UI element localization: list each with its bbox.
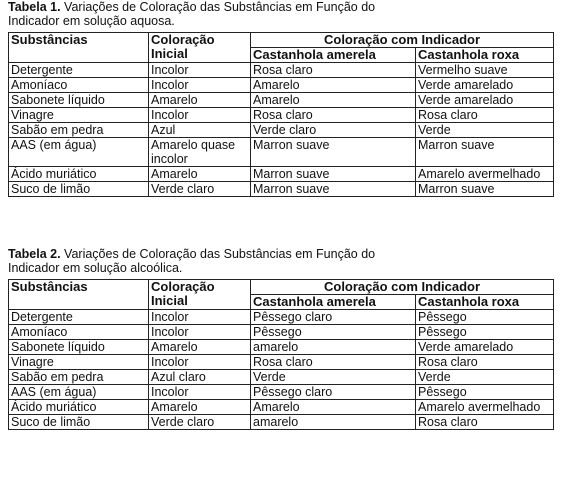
substance-cell: Detergente [9,63,149,78]
castanhola-roxa-cell: Pêssego [416,385,554,400]
header-coloracao-inicial [149,33,251,63]
header-coloracao-indicador: Coloração com Indicador [251,280,554,295]
substance-cell: Vinagre [9,108,149,123]
table2-body [9,310,554,430]
initial-color-cell: Incolor [149,325,251,340]
castanhola-amerela-cell: Marron suave [251,167,416,182]
table-row [9,325,554,340]
header-coloracao-inicial-l2: Inicial [151,293,188,308]
table-row [9,123,554,138]
table-row [9,310,554,325]
initial-color-cell: Incolor [149,355,251,370]
castanhola-amerela-cell: Amarelo [251,93,416,108]
initial-color-cell: Amarelo [149,340,251,355]
initial-color-cell: Amarelo [149,93,251,108]
table2-caption [8,247,553,275]
table1-caption-text: Variações de Coloração das Substâncias em Função do [60,0,376,14]
table-row [9,415,554,430]
initial-color-cell: Incolor [149,310,251,325]
castanhola-amerela-cell: Verde [251,370,416,385]
header-substancias: Substâncias [9,280,149,310]
table-row [9,340,554,355]
header-coloracao-inicial-l2: Inicial [151,46,188,61]
castanhola-amerela-cell: Rosa claro [251,108,416,123]
initial-color-cell: Amarelo quase incolor [149,138,251,167]
table-row [9,355,554,370]
castanhola-amerela-cell: Rosa claro [251,355,416,370]
castanhola-amerela-cell: Marron suave [251,138,416,167]
table-row [9,78,554,93]
castanhola-amerela-cell: Verde claro [251,123,416,138]
table2-caption-label: Tabela 2. [8,247,61,261]
castanhola-roxa-cell: Verde [416,123,554,138]
table2-caption-text: Variações de Coloração das Substâncias em Função do [60,247,376,261]
table-row [9,370,554,385]
header-castanhola-roxa: Castanhola roxa [416,295,554,310]
table1-caption-label: Tabela 1. [8,0,61,14]
castanhola-roxa-cell: Rosa claro [416,415,554,430]
initial-color-cell: Amarelo [149,400,251,415]
table1-body [9,63,554,197]
castanhola-amerela-cell: Pêssego claro [251,310,416,325]
table2 [8,279,554,430]
substance-cell: Sabonete líquido [9,340,149,355]
table-row [9,385,554,400]
castanhola-roxa-cell: Verde amarelado [416,78,554,93]
initial-color-cell: Incolor [149,108,251,123]
substance-cell: AAS (em água) [9,138,149,167]
substance-cell: Suco de limão [9,415,149,430]
table-row [9,138,554,167]
castanhola-roxa-cell: Marron suave [416,138,554,167]
castanhola-amerela-cell: Marron suave [251,182,416,197]
substance-cell: Detergente [9,310,149,325]
castanhola-roxa-cell: Pêssego [416,325,554,340]
castanhola-amerela-cell: Amarelo [251,78,416,93]
substance-cell: AAS (em água) [9,385,149,400]
castanhola-roxa-cell: Pêssego [416,310,554,325]
substance-cell: Ácido muriático [9,400,149,415]
header-coloracao-indicador: Coloração com Indicador [251,33,554,48]
castanhola-roxa-cell: Amarelo avermelhado [416,400,554,415]
substance-cell: Amoníaco [9,78,149,93]
table1-caption-line2: Indicador em solução aquosa. [8,14,175,28]
table-row [9,93,554,108]
initial-color-cell: Amarelo [149,167,251,182]
castanhola-roxa-cell: Amarelo avermelhado [416,167,554,182]
castanhola-roxa-cell: Rosa claro [416,355,554,370]
substance-cell: Sabão em pedra [9,370,149,385]
header-castanhola-amerela: Castanhola amerela [251,48,416,63]
table1 [8,32,554,197]
castanhola-amerela-cell: amarelo [251,415,416,430]
castanhola-roxa-cell: Verde [416,370,554,385]
castanhola-amerela-cell: Rosa claro [251,63,416,78]
initial-color-cell: Incolor [149,385,251,400]
table2-caption-line2: Indicador em solução alcoólica. [8,261,183,275]
castanhola-roxa-cell: Marron suave [416,182,554,197]
substance-cell: Vinagre [9,355,149,370]
table1-caption [8,0,553,28]
substance-cell: Amoníaco [9,325,149,340]
castanhola-roxa-cell: Vermelho suave [416,63,554,78]
castanhola-amerela-cell: Pêssego claro [251,385,416,400]
table-row [9,108,554,123]
substance-cell: Sabonete líquido [9,93,149,108]
header-castanhola-roxa: Castanhola roxa [416,48,554,63]
header-substancias: Substâncias [9,33,149,63]
castanhola-roxa-cell: Verde amarelado [416,340,554,355]
header-castanhola-amerela: Castanhola amerela [251,295,416,310]
table-row [9,63,554,78]
castanhola-amerela-cell: Amarelo [251,400,416,415]
table-row [9,167,554,182]
table-row [9,400,554,415]
castanhola-amerela-cell: amarelo [251,340,416,355]
header-coloracao-inicial-l1: Coloração [151,279,215,294]
substance-cell: Ácido muriático [9,167,149,182]
table-row [9,182,554,197]
initial-color-cell: Incolor [149,63,251,78]
initial-color-cell: Azul claro [149,370,251,385]
castanhola-roxa-cell: Rosa claro [416,108,554,123]
substance-cell: Suco de limão [9,182,149,197]
initial-color-cell: Azul [149,123,251,138]
header-coloracao-inicial-l1: Coloração [151,32,215,47]
castanhola-roxa-cell: Verde amarelado [416,93,554,108]
castanhola-amerela-cell: Pêssego [251,325,416,340]
header-coloracao-inicial [149,280,251,310]
initial-color-cell: Incolor [149,78,251,93]
initial-color-cell: Verde claro [149,182,251,197]
substance-cell: Sabão em pedra [9,123,149,138]
initial-color-cell: Verde claro [149,415,251,430]
